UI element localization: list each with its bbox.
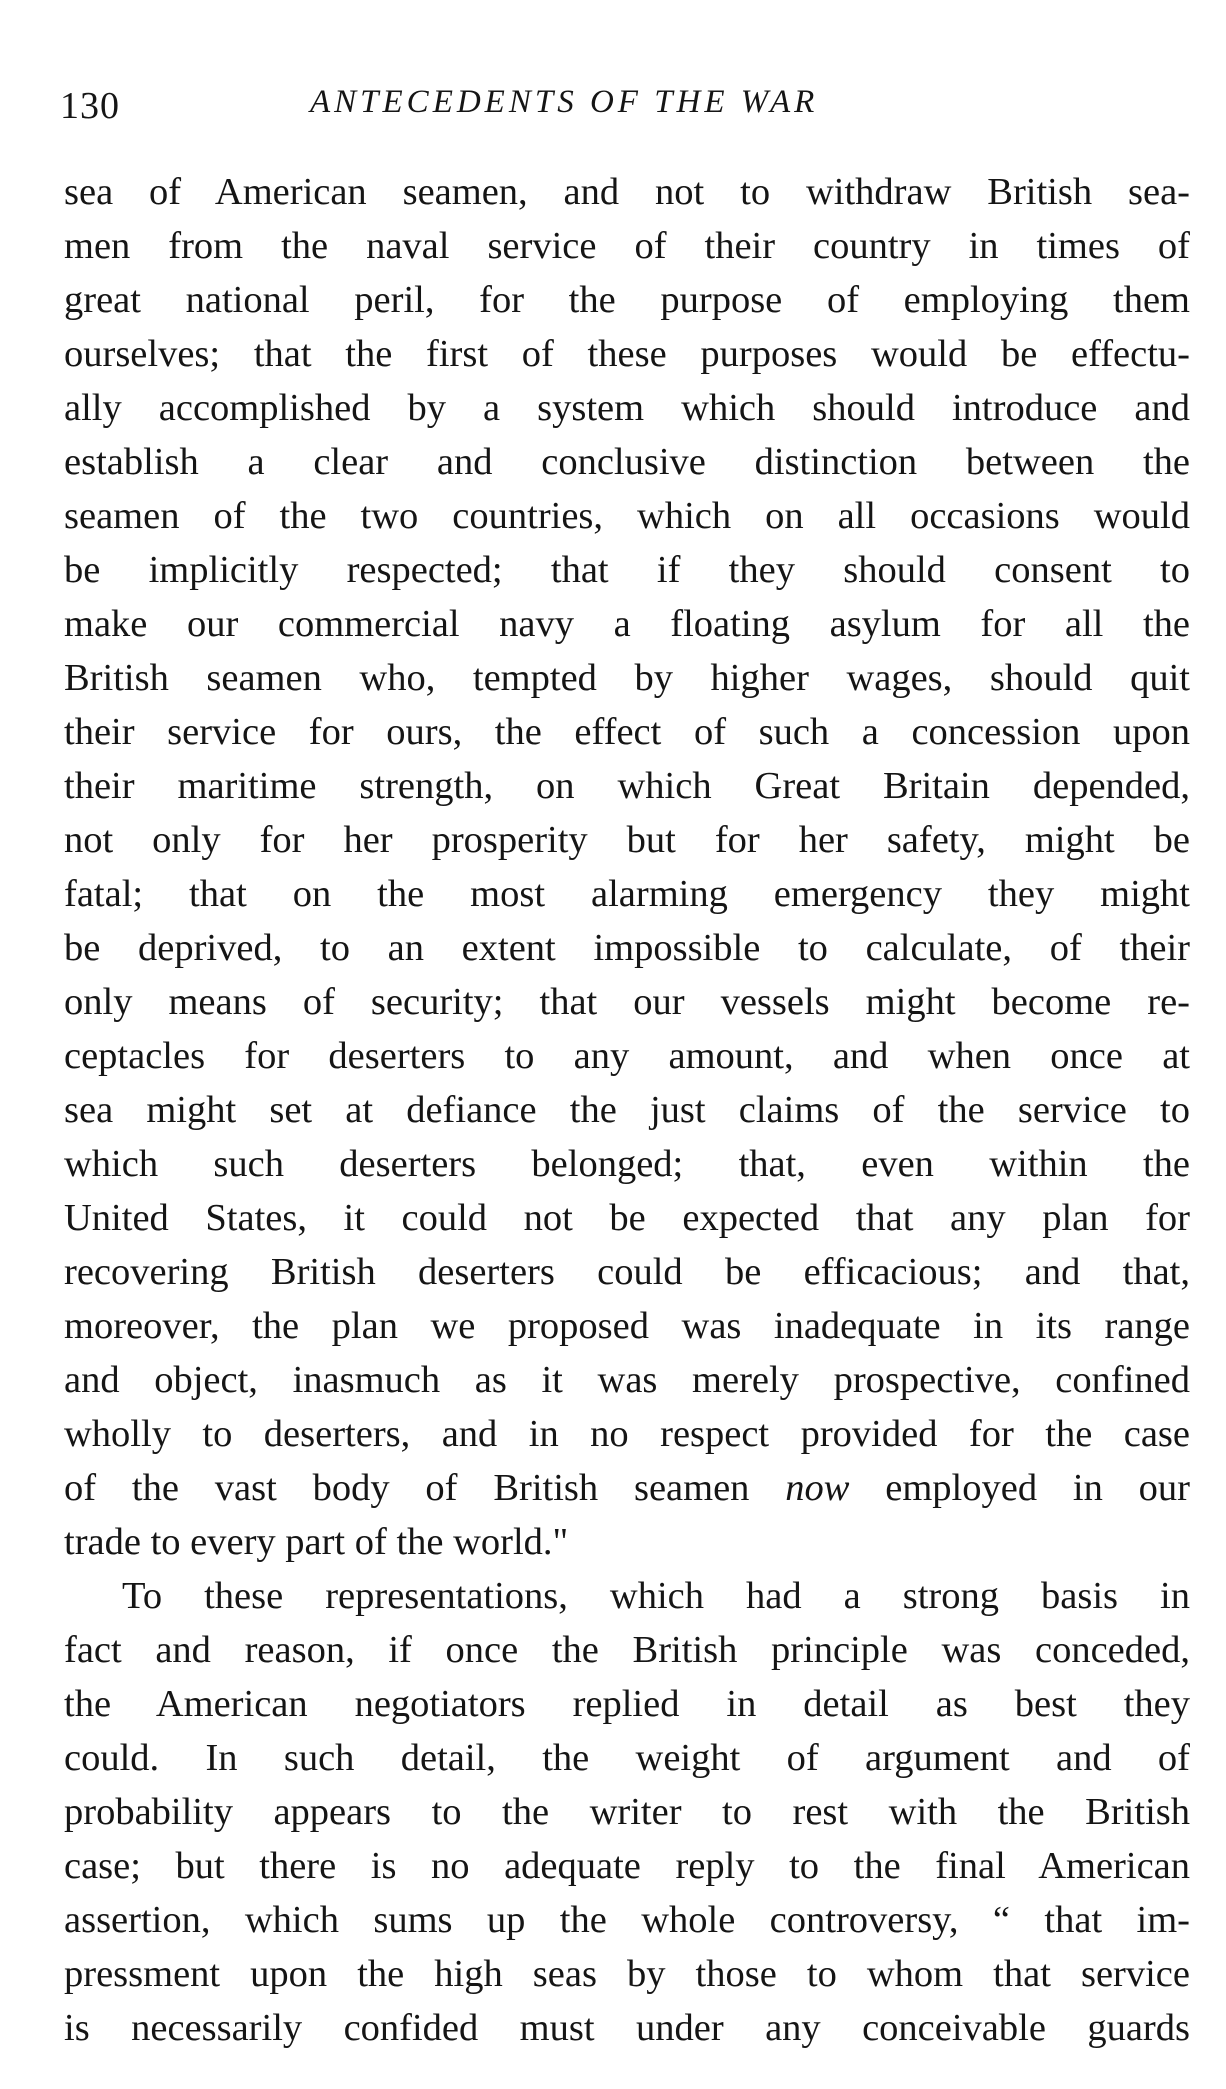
- text-line: only means of security; that our vessels might become re-: [64, 981, 1190, 1023]
- text-fragment: of the vast body of British seamen: [64, 1467, 786, 1509]
- text-fragment: employed in our: [849, 1467, 1190, 1509]
- text-line: ourselves; that the first of these purposes would be effectu-: [64, 333, 1190, 375]
- text-line: seamen of the two countries, which on all occasions would: [64, 495, 1190, 537]
- text-line: be deprived, to an extent impossible to calculate, of their: [64, 927, 1190, 969]
- paragraph-1: [64, 165, 1190, 1569]
- italic-emphasis: now: [785, 1467, 850, 1509]
- text-line: British seamen who, tempted by higher wages, should quit: [64, 657, 1190, 699]
- text-line: ally accomplished by a system which should introduce and: [64, 387, 1190, 429]
- text-line: men from the naval service of their country in times of: [64, 225, 1190, 267]
- text-line: sea might set at defiance the just claims of the service to: [64, 1089, 1190, 1131]
- text-line: their maritime strength, on which Great Britain depended,: [64, 765, 1190, 807]
- text-line: United States, it could not be expected that any plan for: [64, 1197, 1190, 1239]
- text-line: not only for her prosperity but for her safety, might be: [64, 819, 1190, 861]
- page-number: 130: [60, 85, 120, 127]
- text-line: To these representations, which had a strong basis in: [122, 1575, 1190, 1617]
- text-line: [64, 1461, 1190, 1515]
- text-line: recovering British deserters could be efficacious; and that,: [64, 1251, 1190, 1293]
- text-line: is necessarily confided must under any conceivable guards: [64, 2007, 1190, 2049]
- text-line: great national peril, for the purpose of employing them: [64, 279, 1190, 321]
- text-line: probability appears to the writer to rest with the British: [64, 1791, 1190, 1833]
- text-line: their service for ours, the effect of such a concession upon: [64, 711, 1190, 753]
- text-line: and object, inasmuch as it was merely prospective, confined: [64, 1359, 1190, 1401]
- text-line: assertion, which sums up the whole controversy, “ that im-: [64, 1899, 1190, 1941]
- text-line: sea of American seamen, and not to withdraw British sea-: [64, 171, 1190, 213]
- running-head: [60, 84, 1190, 134]
- running-title: ANTECEDENTS OF THE WAR: [310, 84, 819, 120]
- text-line: case; but there is no adequate reply to the final American: [64, 1845, 1190, 1887]
- text-line: be implicitly respected; that if they should consent to: [64, 549, 1190, 591]
- text-line: ceptacles for deserters to any amount, and when once at: [64, 1035, 1190, 1077]
- text-line: moreover, the plan we proposed was inadequate in its range: [64, 1305, 1190, 1347]
- text-line: wholly to deserters, and in no respect provided for the case: [64, 1413, 1190, 1455]
- text-line: pressment upon the high seas by those to whom that service: [64, 1953, 1190, 1995]
- paragraph-2: [64, 1569, 1190, 2055]
- text-line: establish a clear and conclusive distinction between the: [64, 441, 1190, 483]
- text-line: make our commercial navy a floating asylum for all the: [64, 603, 1190, 645]
- body-text: [64, 165, 1190, 2055]
- text-line: fatal; that on the most alarming emergency they might: [64, 873, 1190, 915]
- text-line: fact and reason, if once the British principle was conceded,: [64, 1629, 1190, 1671]
- text-line: trade to every part of the world.": [64, 1521, 569, 1563]
- text-line: which such deserters belonged; that, even within the: [64, 1143, 1190, 1185]
- text-line: the American negotiators replied in detail as best they: [64, 1683, 1190, 1725]
- text-line: could. In such detail, the weight of argument and of: [64, 1737, 1190, 1779]
